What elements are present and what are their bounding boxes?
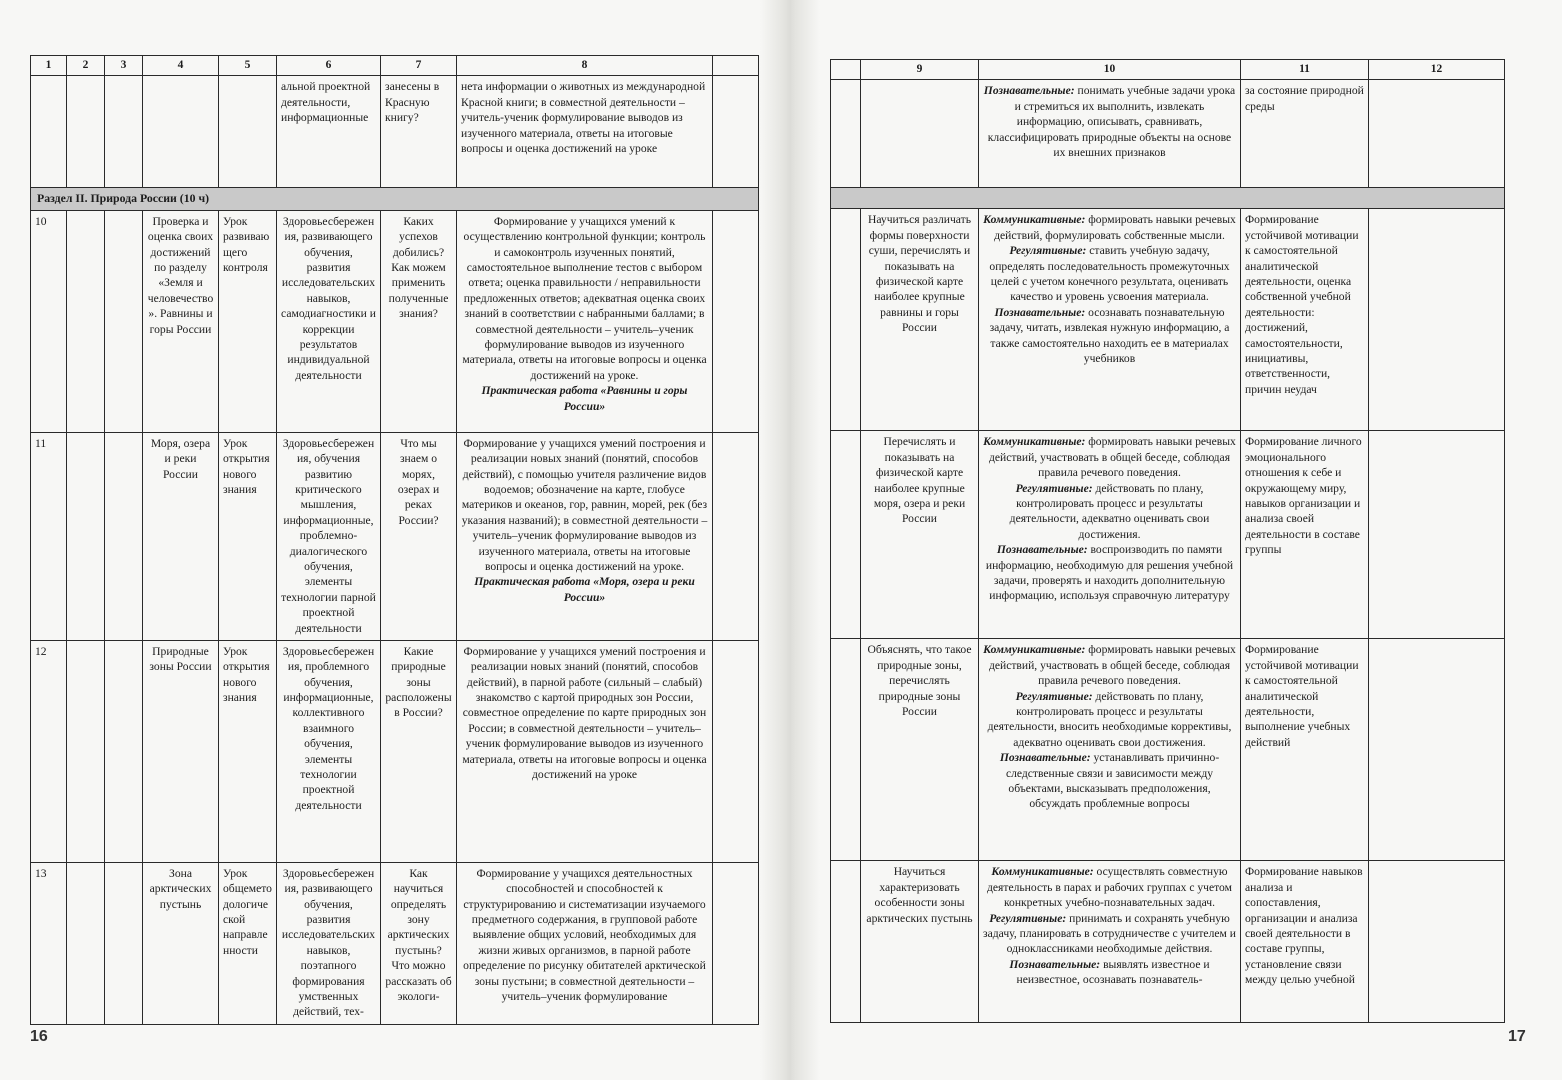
col-header: 12 xyxy=(1369,60,1505,80)
left-lesson-table xyxy=(30,55,759,1025)
lesson-question: Что мы знаем о морях, озерах и реках России? xyxy=(381,432,457,640)
page-number-right: 17 xyxy=(1508,1028,1526,1045)
col-header: 9 xyxy=(861,60,979,80)
cell-uud xyxy=(979,861,1241,1023)
col-header: 3 xyxy=(105,56,143,76)
cell-uud xyxy=(979,80,1241,188)
section-row xyxy=(31,188,759,210)
uud-label: Познавательные: xyxy=(983,84,1075,98)
uud-text: формировать навыки речевых действий, формулировать собственные мысли. xyxy=(994,213,1236,242)
table-row xyxy=(31,862,759,1024)
table-row xyxy=(831,209,1505,431)
personal-results: Формирование устойчивой мотивации к самостоятельной аналитической деятельности, выполнение учебных действий xyxy=(1241,639,1369,861)
uud-label: Познавательные: xyxy=(996,543,1088,557)
lesson-number: 11 xyxy=(31,432,67,640)
uud-label: Регулятивные: xyxy=(1015,481,1093,495)
continuation-row xyxy=(831,80,1505,188)
col-header: 10 xyxy=(979,60,1241,80)
uud-text: действовать по плану, контролировать процесс и результаты деятельности, вносить необходимые коррективы, адекватно оценивать свои достижения. xyxy=(987,689,1232,749)
table-row xyxy=(31,640,759,862)
table-row xyxy=(831,861,1505,1023)
subject-skills: Научиться различать формы поверхности суши, перечислять и показывать на физической карте наиболее крупные равнины и горы России xyxy=(861,209,979,431)
lesson-question: Каких успехов добились? Как можем применить полученные знания? xyxy=(381,210,457,432)
content-text: Формирование у учащихся умений построения и реализации новых знаний (понятий, способов действий), с помощью учителя различение видов водоемов; обозначение на карте, глобусе материков и океанов, гор, равнин, морей, рек (без указания названий); в совместной деятельности – учитель–ученик формулирование выводов из изученного материала, ответы на итоговые вопросы и оценка достижений на уроке. xyxy=(461,436,708,574)
cell-technology: альной проектной деятельности, информационные xyxy=(277,76,381,188)
lesson-topic: Природные зоны России xyxy=(143,640,219,862)
section-row xyxy=(831,188,1505,209)
uud-label: Познавательные: xyxy=(1009,957,1101,971)
uud-text: осуществлять совместную деятельность в парах и рабочих группах с учетом конкретных учебно-познавательных задач. xyxy=(987,865,1232,910)
lesson-topic: Проверка и оценка своих достижений по разделу «Земля и человечество». Равнины и горы России xyxy=(143,210,219,432)
subject-skills: Перечислять и показывать на физической карте наиболее крупные моря, озера и реки России xyxy=(861,431,979,639)
uud-label: Коммуникативные: xyxy=(991,865,1094,879)
lesson-topic: Моря, озера и реки России xyxy=(143,432,219,640)
continuation-row xyxy=(31,76,759,188)
table-row xyxy=(31,432,759,640)
uud-label: Регулятивные: xyxy=(989,911,1067,925)
page-number-left: 16 xyxy=(30,1028,48,1045)
col-header: 6 xyxy=(277,56,381,76)
right-lesson-table xyxy=(830,59,1505,1023)
lesson-question: Как научиться определять зону арктических пустынь? Что можно рассказать об экологи- xyxy=(381,862,457,1024)
uud-text: выявлять известное и неизвестное, осознавать познаватель- xyxy=(1016,957,1210,987)
lesson-topic: Зона арктических пустынь xyxy=(143,862,219,1024)
lesson-content xyxy=(457,432,713,640)
uud-label: Познавательные: xyxy=(999,751,1091,765)
lesson-technology: Здоровьесбережения, развивающего обучения, развития исследовательских навыков, самодиагностики и коррекции результатов индивидуальной деятельности xyxy=(277,210,381,432)
lesson-content: Формирование у учащихся умений построения и реализации новых знаний (понятий, способов действий), в парной работе (сильный – слабый) знакомство с картой природных зон России, совместное определение по карте природных зон России; в совместной деятельности – учитель–ученик формулирование выводов из изученного материала, ответы на итоговые вопросы и оценка достижений на уроке xyxy=(457,640,713,862)
lesson-number: 12 xyxy=(31,640,67,862)
lesson-type: Урок развивающего контроля xyxy=(219,210,277,432)
table-row xyxy=(831,431,1505,639)
lesson-technology: Здоровьесбережения, развивающего обучения, развития исследовательских навыков, поэтапного формирования умственных действий, тех- xyxy=(277,862,381,1024)
personal-results: Формирование навыков анализа и сопоставления, организации и анализа своей деятельности в составе группы, установление связи между целью учебной xyxy=(1241,861,1369,1023)
uud-text: ставить учебную задачу, определять последовательность промежуточных целей с учетом конечного результата, оценивать качество и уровень усвоения материала. xyxy=(989,244,1230,304)
personal-results: Формирование личного эмоционального отношения к себе и окружающему миру, навыков организации и анализа своей деятельности в составе группы xyxy=(1241,431,1369,639)
lesson-number: 10 xyxy=(31,210,67,432)
book-gutter xyxy=(760,0,820,1080)
col-header: 2 xyxy=(67,56,105,76)
lesson-number: 13 xyxy=(31,862,67,1024)
uud-text: воспроизводить по памяти информацию, необходимую для решения учебной задачи, проверять и находить дополнительную информацию, используя справочную литературу xyxy=(985,543,1234,603)
uud-text: принимать и сохранять учебную задачу, планировать в сотрудничестве с учителем и одноклассниками необходимые действия. xyxy=(983,911,1236,956)
uud-text: формировать навыки речевых действий, участвовать в общей беседе, соблюдая правила речевого поведения. xyxy=(988,435,1236,480)
section-bar xyxy=(831,188,1505,209)
practice-work: Практическая работа «Равнины и горы России» xyxy=(481,384,688,413)
subject-skills: Объяснять, что такое природные зоны, перечислять природные зоны России xyxy=(861,639,979,861)
uud-label: Коммуникативные: xyxy=(983,435,1086,449)
lesson-technology: Здоровьесбережения, проблемного обучения, информационные, коллективного взаимного обучения, элементы технологии проектной деятельности xyxy=(277,640,381,862)
lesson-question: Какие природные зоны расположены в России? xyxy=(381,640,457,862)
col-header: 11 xyxy=(1241,60,1369,80)
content-text: Формирование у учащихся умений к осуществлению контрольной функции; контроль и самоконтроль изученных понятий, самостоятельное выполнение тестов с выбором ответа; оценка правильности / неправильности предложенных ответов; адекватная оценка своих знаний в соответствии с набранными баллами; в совместной деятельности – учитель–ученик формулирование выводов из изученного материала, ответы на итоговые вопросы и оценка достижений на уроке. xyxy=(462,214,707,382)
personal-results: Формирование устойчивой мотивации к самостоятельной аналитической деятельности, оценка собственной учебной деятельности: достижений, самостоятельности, инициативы, ответственности, причин неудач xyxy=(1241,209,1369,431)
cell-question: занесены в Красную книгу? xyxy=(381,76,457,188)
lesson-type: Урок открытия нового знания xyxy=(219,640,277,862)
subject-skills: Научиться характеризовать особенности зоны арктических пустынь xyxy=(861,861,979,1023)
lesson-type: Урок открытия нового знания xyxy=(219,432,277,640)
lesson-type: Урок общеметодологической направленности xyxy=(219,862,277,1024)
col-header: 5 xyxy=(219,56,277,76)
lesson-technology: Здоровьесбережения, обучения развитию критического мышления, информационные, проблемно-диалогического обучения, элементы технологии парной проектной деятельности xyxy=(277,432,381,640)
uud-label: Регулятивные: xyxy=(1015,689,1093,703)
cell-uud xyxy=(979,431,1241,639)
lesson-content xyxy=(457,210,713,432)
cell-uud xyxy=(979,639,1241,861)
uud-text: понимать учебные задачи урока и стремиться их выполнить, извлекать информацию, описывать, сравнивать, классифицировать природные объекты на основе их внешних признаков xyxy=(987,84,1236,160)
uud-label: Коммуникативные: xyxy=(983,643,1086,657)
col-header: 4 xyxy=(143,56,219,76)
col-header: 1 xyxy=(31,56,67,76)
uud-label: Регулятивные: xyxy=(1009,244,1087,258)
col-header-blank xyxy=(831,60,861,80)
col-header: 7 xyxy=(381,56,457,76)
practice-work: Практическая работа «Моря, озера и реки России» xyxy=(474,575,695,604)
col-header: 8 xyxy=(457,56,713,76)
cell-personal: за состояние природной среды xyxy=(1241,80,1369,188)
lesson-content: Формирование у учащихся деятельностных способностей и способностей к структурированию и систематизации изучаемого предметного содержания, в групповой работе выявление общих условий, необходимых для жизни живых организмов, в парной работе определение по рисунку обитателей арктической зоны пустыни; в совместной деятельности – учитель–ученик формулирование xyxy=(457,862,713,1024)
uud-label: Коммуникативные: xyxy=(983,213,1086,227)
left-header-row xyxy=(31,56,759,76)
uud-text: действовать по плану, контролировать процесс и результаты деятельности, адекватно оценивать свои достижения. xyxy=(1009,481,1210,541)
section-title: Раздел II. Природа России (10 ч) xyxy=(31,188,759,210)
table-row xyxy=(31,210,759,432)
uud-text: формировать навыки речевых действий, участвовать в общей беседе, соблюдая правила речевого поведения. xyxy=(988,643,1236,688)
col-header-blank xyxy=(713,56,759,76)
uud-label: Познавательные: xyxy=(994,305,1086,319)
uud-text: осознавать познавательную задачу, читать, извлекая нужную информацию, а также самостоятельно находить ее в материалах учебников xyxy=(989,305,1230,366)
cell-content: нета информации о животных из международной Красной книги; в совместной деятельности – учитель-ученик формулирование выводов из изученного материала, ответы на итоговые вопросы и оценка достижений на уроке xyxy=(457,76,713,188)
cell-uud xyxy=(979,209,1241,431)
table-row xyxy=(831,639,1505,861)
uud-text: устанавливать причинно-следственные связи и зависимости между объектами, высказывать предположения, обсуждать проблемные вопросы xyxy=(1005,751,1220,811)
right-header-row xyxy=(831,60,1505,80)
